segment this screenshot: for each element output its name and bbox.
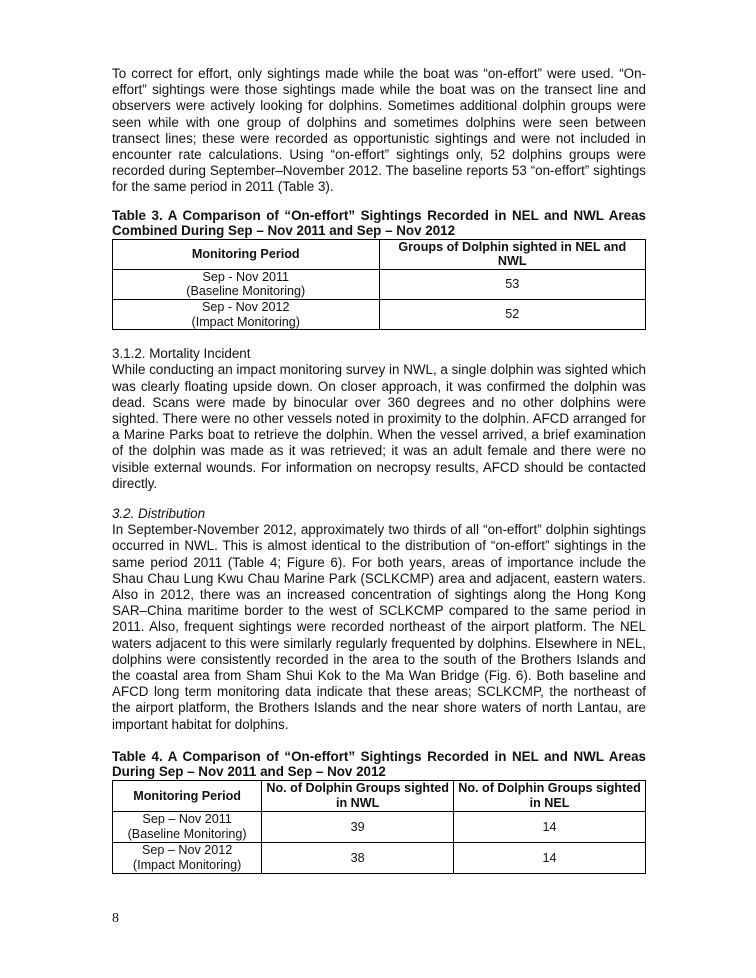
distribution-heading: 3.2. Distribution (112, 506, 206, 522)
table4-header-row (113, 780, 646, 811)
table4-period-cell (113, 842, 262, 873)
period-sublabel: (Impact Monitoring) (191, 314, 300, 329)
page-number: 8 (112, 911, 119, 926)
table4-header-period: Monitoring Period (113, 780, 262, 811)
table4-header-nel: No. of Dolphin Groups sighted in NEL (454, 780, 646, 811)
effort-paragraph: To correct for effort, only sightings made while the boat was “on-effort” were used. “On-effort” sightings were those sightings made while the boat was on the transect line and observers were actively looking for dolphins. Sometimes additional dolphin groups were seen while with one group of dolphins and sometimes dolphins were seen between transect lines; these were recorded as opportunistic sightings and were not included in encounter rate calculations. Using “on-effort” sightings only, 52 dolphins groups were recorded during September–November 2012. The baseline reports 53 “on-effort” sightings for the same period in 2011 (Table 3). (112, 66, 646, 195)
table3 (112, 239, 646, 331)
mortality-heading: 3.1.2. Mortality Incident (112, 346, 251, 362)
table3-header-period: Monitoring Period (113, 239, 380, 269)
period-sublabel: (Baseline Monitoring) (127, 826, 247, 841)
distribution-section (112, 506, 646, 733)
table4-nwl-cell: 38 (262, 842, 454, 873)
period-label: Sep – Nov 2012 (141, 843, 233, 858)
period-sublabel: (Impact Monitoring) (132, 857, 242, 872)
table-row (113, 842, 646, 873)
table4-nel-cell: 14 (454, 842, 646, 873)
table4-caption: Table 4. A Comparison of “On-effort” Sightings Recorded in NEL and NWL Areas During Sep – Nov 2011 and Sep – Nov 2012 (112, 748, 646, 780)
table3-period-cell (113, 300, 380, 330)
period-label: Sep – Nov 2011 (142, 812, 232, 827)
table4-period-cell (113, 811, 262, 842)
table3-period-cell (113, 269, 380, 299)
period-label: Sep - Nov 2011 (202, 269, 290, 284)
table3-value-cell: 52 (379, 300, 646, 330)
table4 (112, 780, 646, 874)
table3-header-row (113, 239, 646, 269)
period-label: Sep - Nov 2012 (201, 300, 290, 314)
period-sublabel: (Baseline Monitoring) (186, 284, 306, 299)
table4-header-nwl: No. of Dolphin Groups sighted in NWL (262, 780, 454, 811)
table4-nwl-cell: 39 (262, 811, 454, 842)
distribution-paragraph: In September-November 2012, approximately two thirds of all “on-effort” dolphin sightings occurred in NWL. This is almost identical to the distribution of “on-effort” sightings in the same period 2011 (Table 4; Figure 6). For both years, areas of importance include the Shau Chau Lung Kwu Chau Marine Park (SCLKCMP) area and adjacent, eastern waters. Also in 2012, there was an increased concentration of sightings along the Hong Kong SAR–China maritime border to the west of SCLKCMP compared to the same period in 2011. Also, frequent sightings were recorded northeast of the airport platform. The NEL waters adjacent to this were similarly regularly frequented by dolphins. Elsewhere in NEL, dolphins were consistently recorded in the area to the south of the Brothers Islands and the coastal area from Sham Shui Kok to the Ma Wan Bridge (Fig. 6). Both baseline and AFCD long term monitoring data indicate that these areas; SCLKCMP, the northeast of the airport platform, the Brothers Islands and the near shore waters of north Lantau, are important habitat for dolphins. (112, 522, 646, 732)
mortality-section (112, 346, 646, 492)
document-page (112, 66, 646, 874)
mortality-paragraph: While conducting an impact monitoring survey in NWL, a single dolphin was sighted which was clearly floating upside down. On closer approach, it was confirmed the dolphin was dead. Scans were made by binocular over 360 degrees and no other dolphins were sighted. There were no other vessels noted in proximity to the dolphin. AFCD arranged for a Marine Parks boat to retrieve the dolphin. When the vessel arrived, a brief examination of the dolphin was made as it was retrieved; it was an adult female and there were no visible external wounds. For information on necropsy results, AFCD should be contacted directly. (112, 362, 646, 491)
table-row (113, 300, 646, 330)
table-row (113, 269, 646, 299)
table3-value-cell: 53 (379, 269, 646, 299)
table3-header-groups: Groups of Dolphin sighted in NEL and NWL (379, 239, 646, 269)
table3-caption: Table 3. A Comparison of “On-effort” Sightings Recorded in NEL and NWL Areas Combined During Sep – Nov 2011 and Sep – Nov 2012 (112, 207, 646, 239)
table-row (113, 811, 646, 842)
table4-nel-cell: 14 (454, 811, 646, 842)
